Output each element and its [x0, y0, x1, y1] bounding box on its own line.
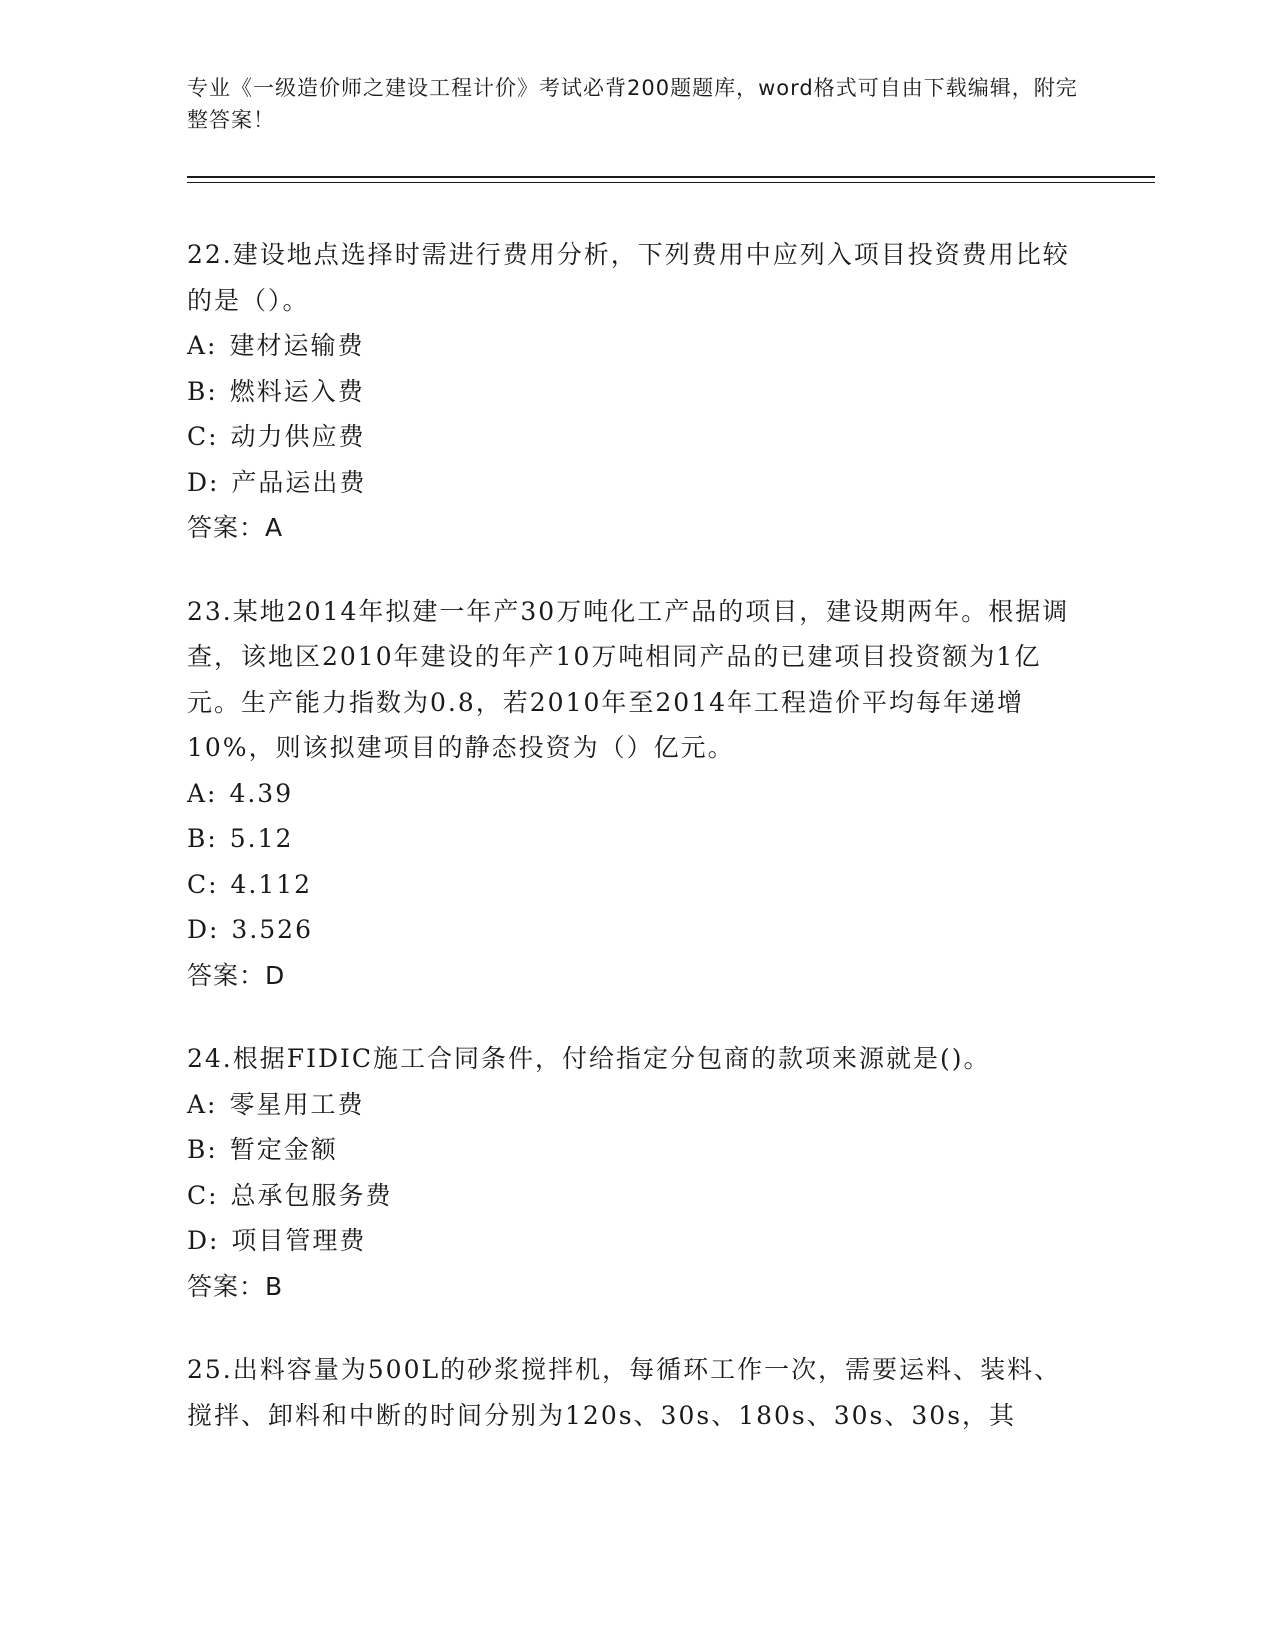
option-text: 总承包服务费 [230, 1180, 393, 1210]
option-b [187, 369, 1087, 415]
option-a [187, 1082, 1087, 1128]
option-c [187, 862, 1087, 908]
option-letter: D: [187, 915, 220, 944]
question-stem: 22.建设地点选择时需进行费用分析，下列费用中应列入项目投资费用比较的是（）。 [187, 240, 1070, 315]
question-list [187, 232, 1087, 1476]
answer-line: 答案：D [187, 960, 286, 990]
option-text: 5.12 [229, 824, 294, 853]
question-25 [187, 1347, 1087, 1438]
answer-line: 答案：A [187, 513, 284, 542]
question-stem: 25.出料容量为500L的砂浆搅拌机，每循环工作一次，需要运料、装料、搅拌、卸料和中断的时间分别为120s、30s、180s、30s、30s，其 [187, 1355, 1062, 1430]
option-text: 暂定金额 [229, 1135, 338, 1164]
option-b [187, 816, 1087, 862]
option-letter: B: [187, 376, 218, 406]
option-a [187, 771, 1087, 817]
option-text: 4.39 [229, 778, 294, 808]
option-letter: C: [187, 422, 219, 451]
question-stem: 23.某地2014年拟建一年产30万吨化工产品的项目，建设期两年。根据调查，该地区2010年建设的年产10万吨相同产品的已建项目投资额为1亿元。生产能力指数为0.8，若2010年至2014年工程造价平均每年递增10%，则该拟建项目的静态投资为（）亿元。 [187, 596, 1070, 762]
option-c [187, 414, 1087, 460]
option-text: 建材运输费 [229, 331, 365, 360]
option-c [187, 1173, 1087, 1219]
question-stem: 24.根据FIDIC施工合同条件，付给指定分包商的款项来源就是()。 [187, 1044, 991, 1073]
option-letter: B: [187, 1135, 218, 1164]
option-d [187, 1218, 1087, 1264]
option-letter: B: [187, 824, 218, 853]
option-letter: A: [187, 331, 218, 360]
option-text: 3.526 [231, 915, 313, 944]
option-text: 4.112 [230, 869, 313, 899]
header-divider-thin [187, 182, 1155, 183]
option-text: 产品运出费 [231, 467, 367, 497]
option-d [187, 460, 1087, 506]
answer-line: 答案：B [187, 1271, 284, 1301]
question-24 [187, 1036, 1087, 1309]
option-b [187, 1127, 1087, 1173]
option-letter: A: [187, 778, 218, 808]
header-divider-thick [187, 176, 1155, 178]
document-header: 专业《一级造价师之建设工程计价》考试必背200题题库，word格式可自由下载编辑，附完整答案！ [187, 76, 1078, 132]
option-text: 动力供应费 [230, 422, 366, 451]
option-letter: C: [187, 1180, 219, 1210]
option-text: 项目管理费 [231, 1226, 367, 1255]
option-text: 燃料运入费 [229, 376, 365, 406]
option-letter: D: [187, 1226, 220, 1255]
question-22 [187, 232, 1087, 551]
option-letter: A: [187, 1089, 218, 1119]
option-letter: C: [187, 869, 219, 899]
question-23 [187, 589, 1087, 999]
option-d [187, 907, 1087, 953]
option-text: 零星用工费 [229, 1089, 365, 1119]
option-letter: D: [187, 467, 220, 497]
option-a [187, 323, 1087, 369]
